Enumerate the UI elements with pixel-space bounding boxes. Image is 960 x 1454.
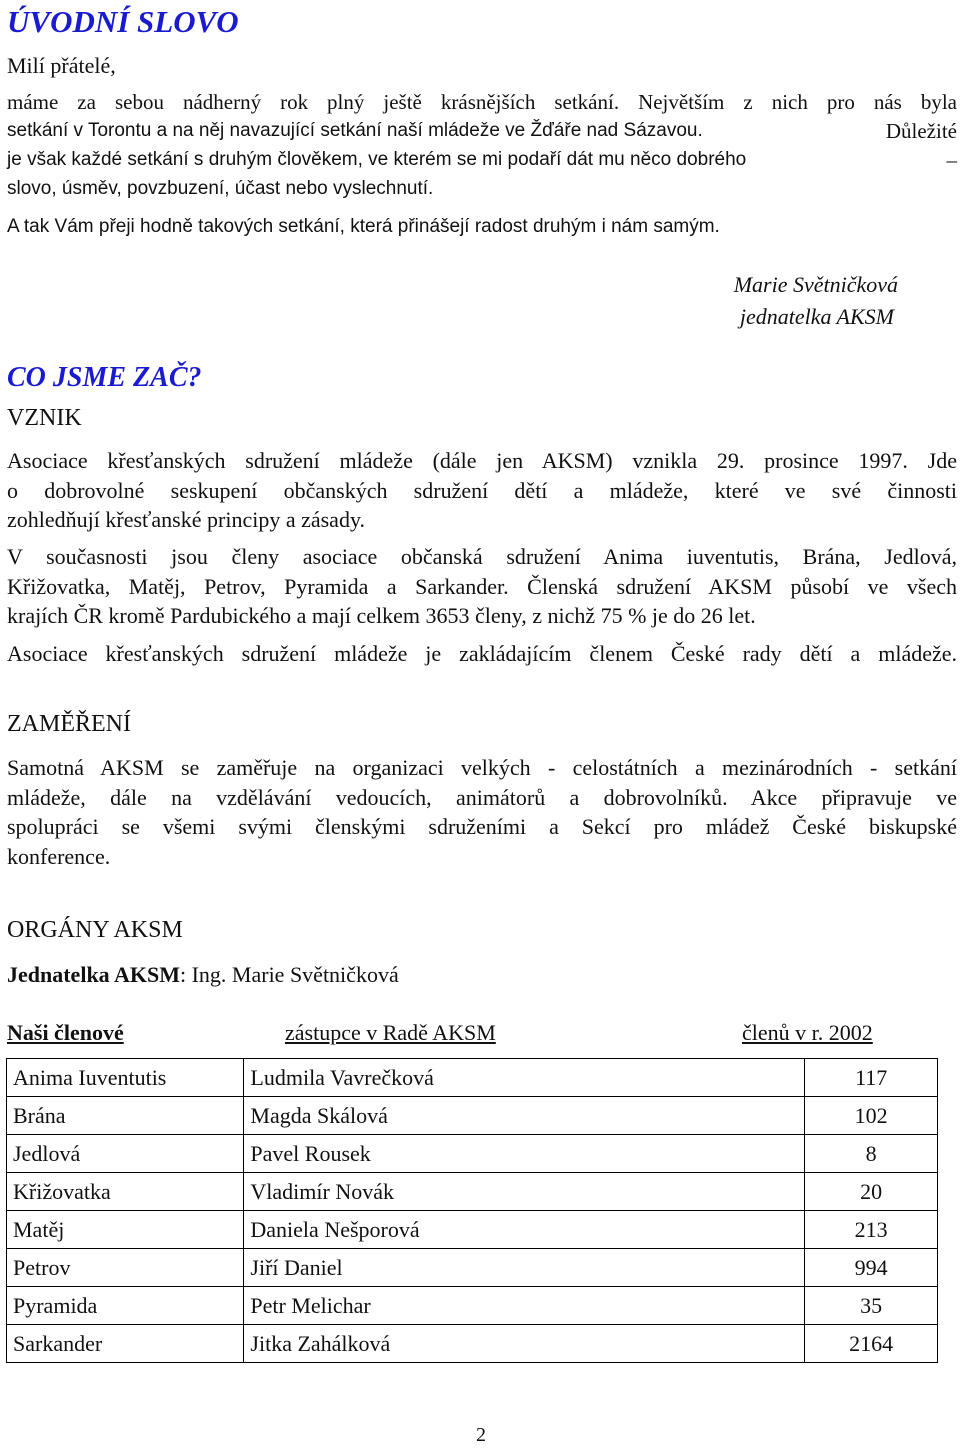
member-name: Petrov (7, 1249, 244, 1287)
organy-label: Jednatelka AKSM (7, 962, 180, 987)
member-rep: Ludmila Vavrečková (244, 1059, 805, 1097)
member-count: 35 (805, 1287, 938, 1325)
member-count: 8 (805, 1135, 938, 1173)
signature-role: jednatelka AKSM (739, 304, 894, 329)
intro-para1-line2: setkání v Torontu a na něj navazující setkání naší mládeže ve Žďáře nad Sázavou. (7, 120, 703, 141)
members-table (6, 1058, 938, 1363)
member-count: 2164 (805, 1325, 938, 1363)
vznik-p1-line3: zohledňují křesťanské principy a zásady. (7, 507, 366, 532)
member-count: 994 (805, 1249, 938, 1287)
intro-para1-line3: je však každé setkání s druhým člověkem, ve kterém se mi podaří dát mu něco dobrého (7, 149, 747, 170)
member-rep: Jitka Zahálková (244, 1325, 805, 1363)
table-row (7, 1173, 938, 1211)
zamereni-line1: Samotná AKSM se zaměřuje na organizaci velkých - celostátních a mezinárodních - setkání (7, 755, 957, 780)
table-row (7, 1135, 938, 1173)
vznik-p2-line2: Křižovatka, Matěj, Petrov, Pyramida a Sarkander. Členská sdružení AKSM působí ve všech (7, 574, 957, 599)
table-row (7, 1059, 938, 1097)
vznik-p3: Asociace křesťanských sdružení mládeže je zakládajícím členem České rady dětí a mládeže. (7, 641, 957, 666)
member-name: Anima Iuventutis (7, 1059, 244, 1097)
table-row (7, 1211, 938, 1249)
zamereni-line2: mládeže, dále na vzdělávání vedoucích, animátorů a dobrovolníků. Akce připravuje ve (7, 785, 957, 810)
member-name: Sarkander (7, 1325, 244, 1363)
intro-para1-line1: máme za sebou nádherný rok plný ještě krásnějších setkání. Největším z nich pro nás byla (7, 90, 957, 114)
member-name: Křižovatka (7, 1173, 244, 1211)
organy-heading: ORGÁNY AKSM (7, 917, 183, 943)
vznik-p2-line3: krajích ČR kromě Pardubického a mají celkem 3653 členy, z nichž 75 % je do 26 let. (7, 603, 756, 628)
zamereni-line3: spolupráci se všemi svými členskými sdruženími a Sekcí pro mládež České biskupské (7, 814, 957, 839)
vznik-p2-line1: V současnosti jsou členy asociace občanská sdružení Anima iuventutis, Brána, Jedlová, (7, 544, 957, 569)
member-count: 20 (805, 1173, 938, 1211)
member-name: Pyramida (7, 1287, 244, 1325)
about-title: CO JSME ZAČ? (7, 362, 202, 393)
table-row (7, 1249, 938, 1287)
member-name: Matěj (7, 1211, 244, 1249)
organy-colon: : (179, 962, 187, 987)
organy-line (7, 962, 399, 988)
member-rep: Daniela Nešporová (244, 1211, 805, 1249)
intro-title: ÚVODNÍ SLOVO (7, 4, 239, 39)
page-number: 2 (476, 1424, 486, 1446)
zamereni-heading: ZAMĚŘENÍ (7, 711, 131, 737)
table-row (7, 1097, 938, 1135)
member-rep: Vladimír Novák (244, 1173, 805, 1211)
vznik-p1-line1: Asociace křesťanských sdružení mládeže (dále jen AKSM) vznikla 29. prosince 1997. Jde (7, 448, 957, 473)
intro-para1-line4: slovo, úsměv, povzbuzení, účast nebo vyslechnutí. (7, 178, 434, 199)
member-rep: Petr Melichar (244, 1287, 805, 1325)
member-count: 117 (805, 1059, 938, 1097)
member-count: 102 (805, 1097, 938, 1135)
intro-para2: A tak Vám přeji hodně takových setkání, která přinášejí radost druhým i nám samým. (7, 216, 720, 237)
organy-value: Ing. Marie Světničková (191, 962, 399, 987)
member-name: Brána (7, 1097, 244, 1135)
vznik-p1-line2: o dobrovolné seskupení občanských sdružení dětí a mládeže, které ve své činnosti (7, 478, 957, 503)
member-rep: Jiří Daniel (244, 1249, 805, 1287)
vznik-heading: VZNIK (7, 405, 82, 431)
signature-name: Marie Světničková (733, 272, 898, 297)
member-rep: Pavel Rousek (244, 1135, 805, 1173)
member-count: 213 (805, 1211, 938, 1249)
members-header-col2: zástupce v Radě AKSM (285, 1020, 496, 1045)
member-rep: Magda Skálová (244, 1097, 805, 1135)
members-header-col3: členů v r. 2002 (742, 1020, 873, 1045)
zamereni-line4: konference. (7, 844, 111, 869)
members-header-col1: Naši členové (7, 1020, 124, 1045)
intro-para1-line2-end: Důležité (885, 119, 957, 143)
table-row (7, 1325, 938, 1363)
intro-para1-line3-dash: – (946, 148, 957, 172)
table-row (7, 1287, 938, 1325)
member-name: Jedlová (7, 1135, 244, 1173)
intro-salutation: Milí přátelé, (7, 53, 116, 78)
